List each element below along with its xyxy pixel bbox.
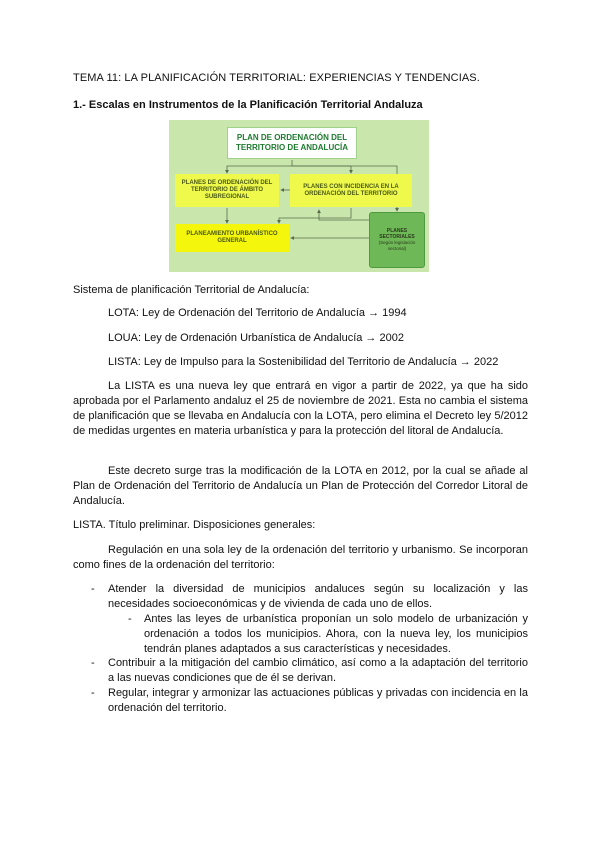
planning-diagram <box>169 120 429 272</box>
paragraph-1: La LISTA es una nueva ley que entrará en vigor a partir de 2022, ya que ha sido aprobada por el Parlamento andaluz el 25 de noviembre de 2021. Esta no cambia el sistema de planificación que se llevaba en Andalucía con la LOTA, pero elimina el Decreto ley 5/2012 de medidas urgentes en materia urbanística y para la protección del litoral de Andalucía. <box>73 380 528 437</box>
paragraph-3: Regulación en una sola ley de la ordenación del territorio y urbanismo. Se incorporan como fines de la ordenación del territorio: <box>73 544 528 571</box>
list-item: Contribuir a la mitigación del cambio climático, así como a la adaptación del territorio a las nuevas condiciones que de él se derivan. <box>108 657 528 684</box>
list-item: Antes las leyes de urbanística proponían un solo modelo de urbanización y ordenación a todos los municipios. Ahora, con la nueva ley, los municipios tendrán planes adaptados a sus características y necesidades. <box>144 613 528 655</box>
planeamiento-box: PLANEAMIENTO URBANÍSTICO GENERAL <box>175 224 289 252</box>
loua-line: LOUA: Ley de Ordenación Urbanística de Andalucía → 2002 <box>108 332 404 344</box>
sectoriales-note: (Según legislación sectorial) <box>378 240 416 251</box>
list-item: Regular, integrar y armonizar las actuaciones públicas y privadas con incidencia en la ordenación del territorio. <box>108 687 528 714</box>
planes-incidencia-box: PLANES CON INCIDENCIA EN LA ORDENACIÓN DEL TERRITORIO <box>290 174 412 207</box>
lista-line: LISTA: Ley de Impulso para la Sostenibilidad del Territorio de Andalucía → 2022 <box>108 356 499 368</box>
paragraph-2: Este decreto surge tras la modificación de la LOTA en 2012, por la cual se añade al Plan de Ordenación del Territorio de Andalucía un Plan de Protección del Corredor Litoral de Andalucía. <box>73 465 528 507</box>
plan-ordenacion-box: PLAN DE ORDENACIÓN DEL TERRITORIO DE ANDALUCÍA <box>227 127 357 159</box>
document-title: TEMA 11: LA PLANIFICACIÓN TERRITORIAL: EXPERIENCIAS Y TENDENCIAS. <box>73 72 480 84</box>
lista-titulo: LISTA. Título preliminar. Disposiciones generales: <box>73 519 316 531</box>
sectoriales-label: PLANES SECTORIALES <box>379 228 415 240</box>
planes-sectoriales-box <box>369 212 425 268</box>
bullet-marker: - <box>91 657 95 669</box>
section-heading: 1.- Escalas en Instrumentos de la Planificación Territorial Andaluza <box>73 99 423 111</box>
lota-line: LOTA: Ley de Ordenación del Territorio de Andalucía → 1994 <box>108 307 407 319</box>
list-item: Atender la diversidad de municipios andaluces según su localización y las necesidades socioeconómicas y de vivienda de cada uno de ellos. <box>108 583 528 610</box>
bullet-marker: - <box>128 613 132 625</box>
bullet-marker: - <box>91 687 95 699</box>
bullet-marker: - <box>91 583 95 595</box>
planes-subregional-box: PLANES DE ORDENACIÓN DEL TERRITORIO DE ÁMBITO SUBREGIONAL <box>175 174 279 207</box>
sistema-text: Sistema de planificación Territorial de Andalucía: <box>73 284 310 296</box>
